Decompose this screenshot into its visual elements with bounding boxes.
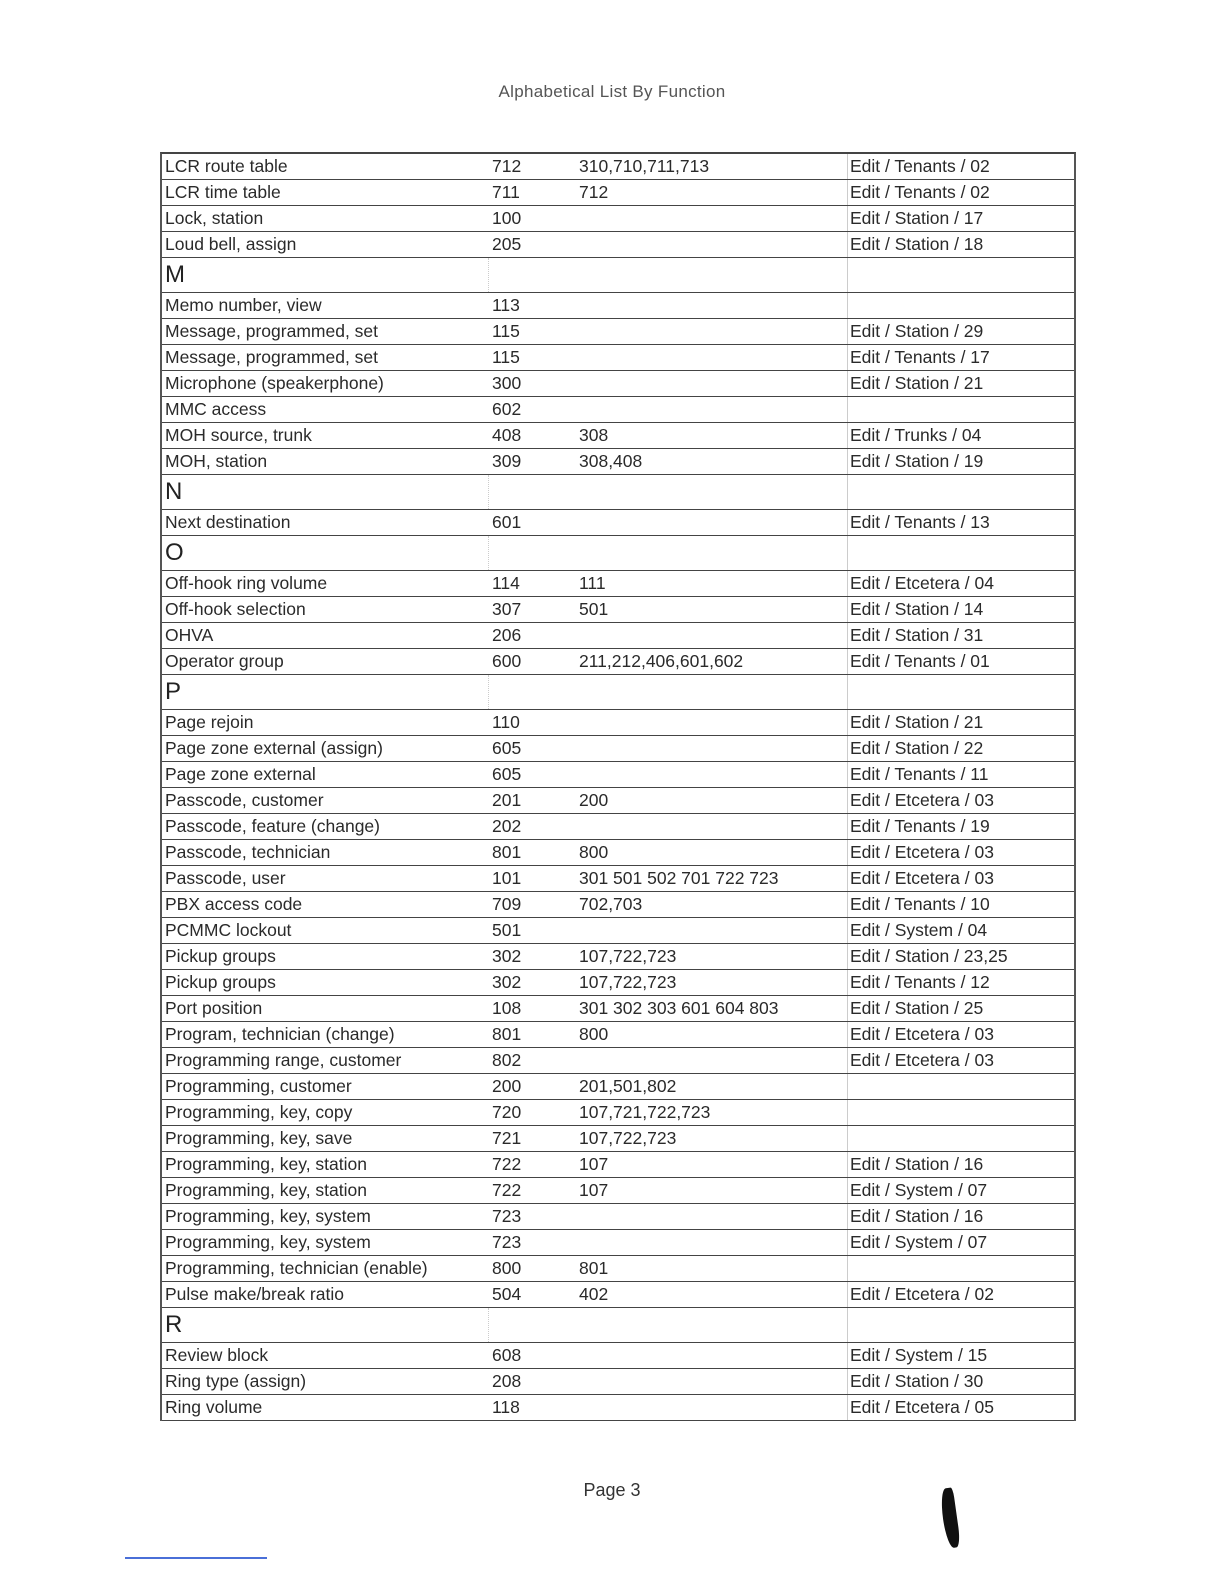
mmc-cell: 605	[492, 738, 522, 758]
related-mmc-cell	[575, 1369, 847, 1394]
function-cell: Lock, station	[165, 208, 264, 228]
section-empty-cell	[847, 475, 1070, 509]
section-empty-cell	[488, 1308, 575, 1342]
section-empty-cell	[847, 1308, 1070, 1342]
table-row	[162, 345, 1074, 371]
table-row	[162, 814, 1074, 840]
table-row	[162, 918, 1074, 944]
location-cell: Edit / Tenants / 02	[847, 180, 1070, 205]
mmc-cell: 800	[492, 1258, 522, 1278]
table-row	[162, 1204, 1074, 1230]
section-letter: O	[165, 539, 184, 566]
function-cell: Page zone external (assign)	[165, 738, 383, 758]
function-cell: Program, technician (change)	[165, 1024, 395, 1044]
related-mmc-cell	[575, 345, 847, 370]
location-cell: Edit / System / 07	[847, 1178, 1070, 1203]
related-mmc-cell	[575, 710, 847, 735]
mmc-cell: 300	[492, 373, 522, 393]
related-mmc-cell: 107,722,723	[579, 1128, 677, 1148]
table-row	[162, 866, 1074, 892]
table-row	[162, 571, 1074, 597]
function-cell: Next destination	[165, 512, 291, 532]
related-mmc-cell: 501	[579, 599, 609, 619]
location-cell: Edit / System / 04	[847, 918, 1070, 943]
table-row	[162, 649, 1074, 675]
section-empty-cell	[575, 536, 847, 570]
mmc-cell: 722	[492, 1154, 522, 1174]
related-mmc-cell	[575, 206, 847, 231]
function-cell: Programming range, customer	[165, 1050, 402, 1070]
location-cell: Edit / Station / 16	[847, 1152, 1070, 1177]
mmc-cell: 501	[492, 920, 522, 940]
related-mmc-cell	[575, 1048, 847, 1073]
function-cell: Programming, key, station	[165, 1180, 367, 1200]
function-cell: Message, programmed, set	[165, 347, 379, 367]
table-row	[162, 510, 1074, 536]
location-cell	[847, 1126, 1070, 1151]
location-cell: Edit / Tenants / 01	[847, 649, 1070, 674]
location-cell: Edit / Etcetera / 02	[847, 1282, 1070, 1307]
related-mmc-cell: 107,722,723	[579, 972, 677, 992]
related-mmc-cell	[575, 1395, 847, 1420]
section-empty-cell	[575, 475, 847, 509]
section-letter: R	[165, 1311, 183, 1338]
table-row	[162, 1230, 1074, 1256]
related-mmc-cell	[575, 736, 847, 761]
related-mmc-cell: 308,408	[579, 451, 643, 471]
related-mmc-cell: 301 302 303 601 604 803	[579, 998, 779, 1018]
table-row	[162, 788, 1074, 814]
mmc-cell: 200	[492, 1076, 522, 1096]
mmc-cell: 201	[492, 790, 522, 810]
related-mmc-cell	[575, 762, 847, 787]
table-row	[162, 397, 1074, 423]
function-cell: Passcode, customer	[165, 790, 324, 810]
mmc-cell: 110	[492, 712, 520, 732]
function-cell: Review block	[165, 1345, 269, 1365]
section-empty-cell	[488, 475, 575, 509]
section-letter: P	[165, 678, 182, 705]
related-mmc-cell: 702,703	[579, 894, 643, 914]
location-cell: Edit / Station / 21	[847, 710, 1070, 735]
section-letter: M	[165, 261, 185, 288]
table-row	[162, 154, 1074, 180]
mmc-cell: 801	[492, 842, 522, 862]
location-cell: Edit / Tenants / 17	[847, 345, 1070, 370]
function-cell: LCR route table	[165, 156, 288, 176]
table-row	[162, 1282, 1074, 1308]
table-row	[162, 597, 1074, 623]
related-mmc-cell: 712	[579, 182, 609, 202]
table-row	[162, 1126, 1074, 1152]
mmc-cell: 113	[492, 295, 520, 315]
mmc-cell: 601	[492, 512, 522, 532]
function-cell: Programming, technician (enable)	[165, 1258, 428, 1278]
function-cell: Programming, customer	[165, 1076, 352, 1096]
function-cell: Loud bell, assign	[165, 234, 297, 254]
function-cell: Off-hook selection	[165, 599, 306, 619]
mmc-cell: 600	[492, 651, 522, 671]
related-mmc-cell: 308	[579, 425, 609, 445]
table-row	[162, 206, 1074, 232]
mmc-cell: 801	[492, 1024, 522, 1044]
related-mmc-cell	[575, 293, 847, 318]
location-cell: Edit / Etcetera / 03	[847, 788, 1070, 813]
mmc-cell: 723	[492, 1232, 522, 1252]
table-row	[162, 293, 1074, 319]
mmc-cell: 504	[492, 1284, 522, 1304]
location-cell	[847, 397, 1070, 422]
table-row	[162, 710, 1074, 736]
function-cell: Pickup groups	[165, 972, 276, 992]
mmc-cell: 309	[492, 451, 522, 471]
function-cell: Programming, key, system	[165, 1232, 371, 1252]
related-mmc-cell	[575, 397, 847, 422]
function-cell: LCR time table	[165, 182, 281, 202]
location-cell: Edit / Etcetera / 03	[847, 1048, 1070, 1073]
location-cell: Edit / Etcetera / 03	[847, 840, 1070, 865]
mmc-cell: 720	[492, 1102, 522, 1122]
mmc-cell: 108	[492, 998, 522, 1018]
mmc-cell: 602	[492, 399, 522, 419]
mmc-cell: 712	[492, 156, 522, 176]
related-mmc-cell: 402	[579, 1284, 609, 1304]
location-cell: Edit / Station / 21	[847, 371, 1070, 396]
location-cell: Edit / Station / 17	[847, 206, 1070, 231]
function-cell: PCMMC lockout	[165, 920, 292, 940]
mmc-cell: 608	[492, 1345, 522, 1365]
location-cell: Edit / System / 07	[847, 1230, 1070, 1255]
mmc-cell: 205	[492, 234, 522, 254]
location-cell: Edit / Etcetera / 04	[847, 571, 1070, 596]
table-row	[162, 944, 1074, 970]
section-header-row	[162, 536, 1074, 571]
function-cell: Programming, key, copy	[165, 1102, 353, 1122]
function-cell: Programming, key, system	[165, 1206, 371, 1226]
related-mmc-cell: 107	[579, 1180, 609, 1200]
location-cell: Edit / Station / 16	[847, 1204, 1070, 1229]
section-empty-cell	[847, 536, 1070, 570]
location-cell: Edit / Station / 19	[847, 449, 1070, 474]
table-row	[162, 319, 1074, 345]
mmc-cell: 307	[492, 599, 522, 619]
table-row	[162, 449, 1074, 475]
table-row	[162, 1256, 1074, 1282]
table-row	[162, 996, 1074, 1022]
table-row	[162, 840, 1074, 866]
related-mmc-cell: 107	[579, 1154, 609, 1174]
related-mmc-cell	[575, 623, 847, 648]
section-empty-cell	[488, 258, 575, 292]
function-cell: Pickup groups	[165, 946, 276, 966]
function-cell: Microphone (speakerphone)	[165, 373, 384, 393]
related-mmc-cell: 201,501,802	[579, 1076, 677, 1096]
location-cell	[847, 1256, 1070, 1281]
table-row	[162, 1395, 1074, 1421]
section-letter: N	[165, 478, 183, 505]
mmc-cell: 115	[492, 347, 520, 367]
mmc-cell: 711	[492, 182, 520, 202]
function-cell: Programming, key, station	[165, 1154, 367, 1174]
related-mmc-cell: 800	[579, 842, 609, 862]
mmc-cell: 206	[492, 625, 522, 645]
mmc-cell: 723	[492, 1206, 522, 1226]
section-header-row	[162, 1308, 1074, 1343]
location-cell: Edit / Tenants / 19	[847, 814, 1070, 839]
section-empty-cell	[847, 258, 1070, 292]
section-header-row	[162, 258, 1074, 293]
function-cell: Memo number, view	[165, 295, 322, 315]
related-mmc-cell: 301 501 502 701 722 723	[579, 868, 779, 888]
function-cell: Pulse make/break ratio	[165, 1284, 344, 1304]
function-cell: MOH source, trunk	[165, 425, 312, 445]
function-cell: Operator group	[165, 651, 284, 671]
section-header-row	[162, 475, 1074, 510]
table-row	[162, 1022, 1074, 1048]
location-cell: Edit / Tenants / 10	[847, 892, 1070, 917]
function-cell: MOH, station	[165, 451, 268, 471]
section-empty-cell	[488, 675, 575, 709]
mmc-cell: 408	[492, 425, 522, 445]
section-empty-cell	[488, 536, 575, 570]
location-cell: Edit / Station / 14	[847, 597, 1070, 622]
location-cell: Edit / Tenants / 11	[847, 762, 1070, 787]
mmc-cell: 101	[492, 868, 522, 888]
location-cell: Edit / Station / 25	[847, 996, 1070, 1021]
function-cell: Page rejoin	[165, 712, 254, 732]
mmc-cell: 302	[492, 946, 522, 966]
related-mmc-cell: 111	[579, 573, 606, 593]
mmc-cell: 208	[492, 1371, 522, 1391]
function-cell: PBX access code	[165, 894, 303, 914]
mmc-cell: 302	[492, 972, 522, 992]
page-title: Alphabetical List By Function	[498, 82, 726, 101]
related-mmc-cell: 800	[579, 1024, 609, 1044]
table-row	[162, 736, 1074, 762]
table-row	[162, 423, 1074, 449]
page-number: Page 3	[583, 1480, 641, 1500]
table-row	[162, 762, 1074, 788]
table-row	[162, 892, 1074, 918]
related-mmc-cell	[575, 371, 847, 396]
table-row	[162, 1100, 1074, 1126]
table-row	[162, 1343, 1074, 1369]
mmc-cell: 709	[492, 894, 522, 914]
function-cell: Off-hook ring volume	[165, 573, 328, 593]
table-row	[162, 1178, 1074, 1204]
section-empty-cell	[575, 258, 847, 292]
related-mmc-cell	[575, 1343, 847, 1368]
mmc-cell: 115	[492, 321, 520, 341]
table-row	[162, 1369, 1074, 1395]
location-cell: Edit / Etcetera / 03	[847, 866, 1070, 891]
table-row	[162, 623, 1074, 649]
related-mmc-cell	[575, 232, 847, 257]
section-empty-cell	[575, 675, 847, 709]
mmc-cell: 118	[492, 1397, 520, 1417]
location-cell: Edit / Station / 29	[847, 319, 1070, 344]
function-cell: Programming, key, save	[165, 1128, 353, 1148]
location-cell: Edit / System / 15	[847, 1343, 1070, 1368]
function-cell: Page zone external	[165, 764, 316, 784]
related-mmc-cell	[575, 814, 847, 839]
table-row	[162, 1152, 1074, 1178]
location-cell	[847, 293, 1070, 318]
location-cell: Edit / Tenants / 12	[847, 970, 1070, 995]
section-header-row	[162, 675, 1074, 710]
related-mmc-cell: 200	[579, 790, 609, 810]
table-row	[162, 1048, 1074, 1074]
location-cell: Edit / Station / 31	[847, 623, 1070, 648]
related-mmc-cell: 310,710,711,713	[579, 156, 710, 176]
location-cell: Edit / Tenants / 13	[847, 510, 1070, 535]
mmc-cell: 802	[492, 1050, 522, 1070]
location-cell: Edit / Station / 23,25	[847, 944, 1070, 969]
function-cell: Passcode, feature (change)	[165, 816, 380, 836]
function-cell: MMC access	[165, 399, 267, 419]
location-cell	[847, 1074, 1070, 1099]
function-cell: Message, programmed, set	[165, 321, 379, 341]
scan-artifact-line	[125, 1557, 267, 1559]
table-row	[162, 970, 1074, 996]
table-row	[162, 180, 1074, 206]
related-mmc-cell	[575, 510, 847, 535]
location-cell: Edit / Etcetera / 05	[847, 1395, 1070, 1420]
section-empty-cell	[847, 675, 1070, 709]
related-mmc-cell	[575, 918, 847, 943]
function-cell: Passcode, technician	[165, 842, 331, 862]
related-mmc-cell	[575, 1230, 847, 1255]
location-cell: Edit / Station / 30	[847, 1369, 1070, 1394]
mmc-cell: 721	[492, 1128, 522, 1148]
mmc-cell: 100	[492, 208, 522, 228]
related-mmc-cell	[575, 1204, 847, 1229]
mmc-cell: 722	[492, 1180, 522, 1200]
location-cell: Edit / Station / 22	[847, 736, 1070, 761]
related-mmc-cell: 801	[579, 1258, 609, 1278]
function-table	[160, 152, 1076, 1421]
related-mmc-cell: 107,721,722,723	[579, 1102, 711, 1122]
mmc-cell: 114	[492, 573, 520, 593]
location-cell: Edit / Trunks / 04	[847, 423, 1070, 448]
related-mmc-cell	[575, 319, 847, 344]
function-cell: Ring type (assign)	[165, 1371, 307, 1391]
function-cell: Passcode, user	[165, 868, 286, 888]
table-row	[162, 1074, 1074, 1100]
function-cell: Port position	[165, 998, 263, 1018]
location-cell: Edit / Tenants / 02	[847, 154, 1070, 179]
related-mmc-cell: 107,722,723	[579, 946, 677, 966]
table-row	[162, 371, 1074, 397]
location-cell: Edit / Etcetera / 03	[847, 1022, 1070, 1047]
section-empty-cell	[575, 1308, 847, 1342]
function-cell: OHVA	[165, 625, 214, 645]
location-cell: Edit / Station / 18	[847, 232, 1070, 257]
related-mmc-cell: 211,212,406,601,602	[579, 651, 744, 671]
function-cell: Ring volume	[165, 1397, 263, 1417]
table-row	[162, 232, 1074, 258]
mmc-cell: 605	[492, 764, 522, 784]
location-cell	[847, 1100, 1070, 1125]
mmc-cell: 202	[492, 816, 522, 836]
